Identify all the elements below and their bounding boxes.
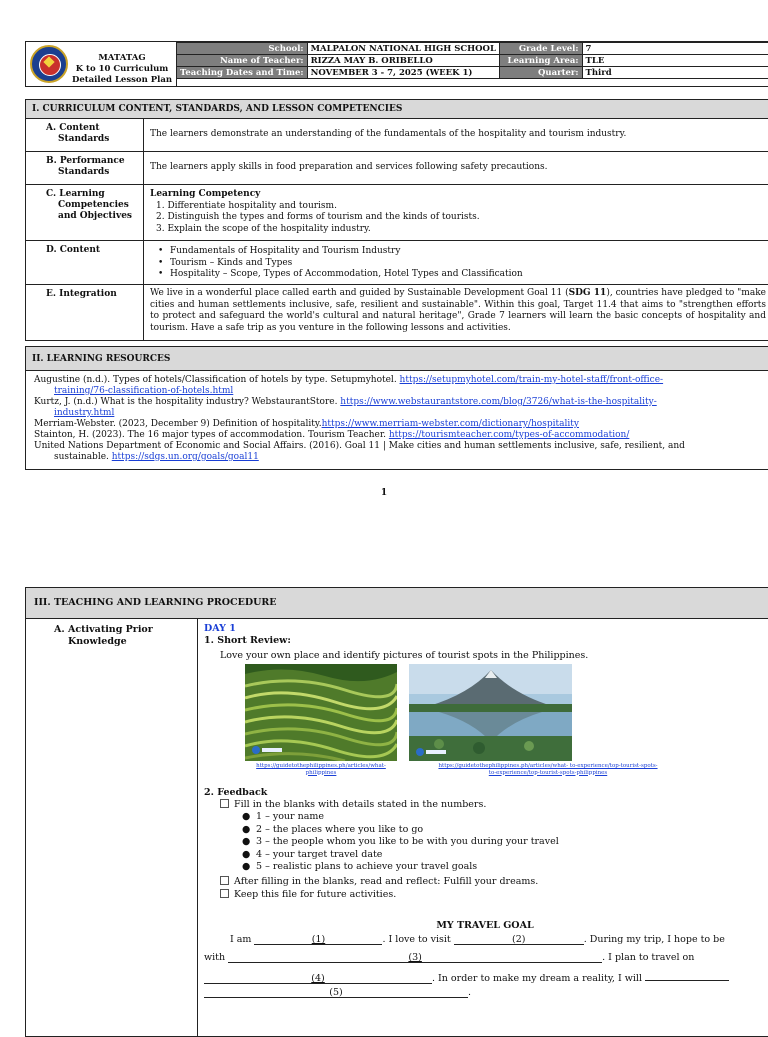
- blank-name[interactable]: (1): [254, 934, 382, 945]
- header-info-grid: [176, 42, 768, 79]
- mayon-volcano-image: [409, 664, 572, 761]
- teacher-label: Name of Teacher:: [177, 55, 308, 67]
- activating-knowledge-body: [198, 619, 768, 1036]
- competency-item: 2. Distinguish the types and forms of tourism and the kinds of tourists.: [156, 212, 480, 222]
- keep-file-text: Keep this file for future activities.: [220, 889, 396, 901]
- feedback-item: ● 3 – the people whom you like to be with you during your travel: [242, 836, 559, 847]
- reference-item-cont: sustainable. https://sdgs.un.org/goals/goal11: [54, 452, 259, 462]
- deped-seal-logo: [30, 45, 68, 83]
- curriculum-title: MATATAG K to 10 Curriculum Detailed Lesson Plan: [71, 53, 173, 85]
- curriculum-section: [25, 99, 768, 341]
- reference-item: Merriam-Webster. (2023, December 9) Definition of hospitality.https://www.merriam-webster.com/dictionary/hospitality: [34, 419, 579, 429]
- performance-standards-row: [26, 152, 768, 185]
- blank-date[interactable]: (4): [204, 973, 432, 984]
- content-label: D. Content: [26, 241, 144, 284]
- area-value: TLE: [582, 55, 768, 67]
- competencies-row: [26, 185, 768, 241]
- reference-item: United Nations Department of Economic and Social Affairs. (2016). Goal 11 | Make cities and human settlements inclusive, safe, resilient, and: [34, 441, 685, 451]
- travel-goal-line1: I am (1) . I love to visit (2) . During my trip, I hope to be: [230, 934, 725, 945]
- grade-label: Grade Level:: [499, 43, 582, 55]
- integration-label: E. Integration: [26, 285, 144, 340]
- integration-row: [26, 285, 768, 340]
- content-row: [26, 241, 768, 285]
- blank-places[interactable]: (2): [454, 934, 584, 945]
- page-number: 1: [380, 488, 388, 498]
- short-review-text: Love your own place and identify pictures of tourist spots in the Philippines.: [220, 650, 589, 661]
- integration-text: We live in a wonderful place called earth and guided by Sustainable Development Goal 11 (SDG 11), countries have pledged to "make cities and human settlements inclusive, safe, resilient and sustainable". Within this goal, Target 11.4 that aims to "strengthen efforts to protect and safeguard the world's cultural and natural heritage", Grade 7 learners will learn the basic concepts of hospitality and tourism. Have a safe trip as you venture in the following lessons and activities.: [150, 288, 766, 333]
- competency-item: 3. Explain the scope of the hospitality industry.: [156, 223, 371, 234]
- mayon-volcano-photo: [409, 664, 572, 761]
- reference-link[interactable]: training/76-classification-of-hotels.html: [54, 386, 234, 396]
- after-filling-text: After filling in the blanks, read and reflect: Fulfill your dreams.: [220, 876, 538, 888]
- content-body: [144, 241, 768, 284]
- feedback-item: ● 4 – your target travel date: [242, 848, 383, 860]
- teacher-value: RIZZA MAY B. ORIBELLO: [307, 55, 499, 67]
- feedback-intro: Fill in the blanks with details stated in the numbers.: [220, 799, 486, 811]
- competencies-body: [144, 185, 768, 240]
- competency-heading: Learning Competency: [150, 189, 261, 199]
- procedure-section: [25, 587, 768, 1037]
- section3-title: III. TEACHING AND LEARNING PROCEDURE: [26, 588, 768, 619]
- feedback-item: ● 5 – realistic plans to achieve your travel goals: [242, 861, 478, 872]
- blank-people[interactable]: (3): [228, 952, 602, 963]
- content-item: • Fundamentals of Hospitality and Tourism Industry: [150, 246, 766, 258]
- header-logo-cell: [26, 42, 177, 86]
- feedback-list: [242, 811, 559, 874]
- performance-standards-label: B. Performance Standards: [26, 152, 144, 184]
- reference-item: Augustine (n.d.). Types of hotels/Classification of hotels by type. Setupmyhotel. https://setupmyhotel.com/train-my-hotel-staff/front-office-: [34, 375, 664, 385]
- reference-item-cont: [34, 408, 764, 419]
- reference-item: Kurtz, J. (n.d.) What is the hospitality industry? WebstaurantStore. https://www.webstaurantstore.com/blog/3726/what-is-the-hospitality-: [34, 397, 657, 407]
- travel-goal-line3: (4) . In order to make my dream a reality, I will: [204, 970, 729, 985]
- reference-link[interactable]: industry.html: [54, 408, 115, 418]
- photo1-caption[interactable]: https://guidetothephilippines.ph/articles/what- philippines: [256, 763, 386, 776]
- school-label: School:: [177, 43, 308, 55]
- reference-link[interactable]: https://sdgs.un.org/goals/goal11: [111, 452, 259, 462]
- competencies-label: C. Learning Competencies and Objectives: [26, 185, 144, 240]
- quarter-value: Third: [582, 67, 768, 79]
- travel-goal-line4: (5) .: [204, 987, 471, 999]
- dates-label: Teaching Dates and Time:: [177, 67, 308, 79]
- reference-link[interactable]: https://tourismteacher.com/types-of-accommodation/: [388, 430, 630, 440]
- section2-title: II. LEARNING RESOURCES: [26, 347, 768, 371]
- area-label: Learning Area:: [499, 55, 582, 67]
- travel-goal-title: MY TRAVEL GOAL: [436, 920, 534, 931]
- performance-standards-text: The learners apply skills in food preparation and services following safety precautions.: [150, 162, 548, 172]
- reference-link[interactable]: https://www.webstaurantstore.com/blog/3726/what-is-the-hospitality-: [340, 397, 657, 407]
- short-review-title: 1. Short Review:: [204, 635, 291, 646]
- grade-value: 7: [582, 43, 768, 55]
- feedback-item: ● 1 – your name: [242, 811, 325, 822]
- school-value: MALPALON NATIONAL HIGH SCHOOL: [307, 43, 499, 55]
- feedback-title: 2. Feedback: [204, 787, 268, 798]
- day-label: DAY 1: [204, 623, 236, 634]
- activating-knowledge-label: A. Activating Prior Knowledge: [26, 619, 198, 1036]
- resources-section: [25, 346, 768, 470]
- rice-terraces-photo: [245, 664, 397, 761]
- travel-goal-line2: with (3) . I plan to travel on: [204, 952, 695, 963]
- dates-value: NOVEMBER 3 - 7, 2025 (WEEK 1): [307, 67, 499, 79]
- resources-list: [26, 371, 768, 467]
- content-item: • Tourism – Kinds and Types: [150, 258, 766, 270]
- reference-link[interactable]: https://www.merriam-webster.com/dictionary/hospitality: [321, 419, 579, 429]
- reference-item-cont: [34, 386, 764, 397]
- section1-title: I. CURRICULUM CONTENT, STANDARDS, AND LESSON COMPETENCIES: [26, 100, 768, 119]
- quarter-label: Quarter:: [499, 67, 582, 79]
- header-table: [25, 41, 768, 87]
- blank-plans-start[interactable]: [645, 970, 729, 981]
- competency-item: 1. Differentiate hospitality and tourism.: [156, 200, 337, 211]
- photo2-caption[interactable]: https://guidetothephilippines.ph/articles/what- to-experience/top-tourist-spots- to-experience/top-tourist-spots-philippines: [438, 763, 658, 776]
- content-standards-row: [26, 119, 768, 152]
- rice-terraces-image: [245, 664, 397, 761]
- reference-link[interactable]: https://setupmyhotel.com/train-my-hotel-staff/front-office-: [399, 375, 664, 385]
- checkbox-icon: [220, 889, 229, 898]
- checkbox-icon: [220, 876, 229, 885]
- blank-plans[interactable]: (5): [204, 987, 468, 998]
- feedback-item: ● 2 – the places where you like to go: [242, 823, 424, 835]
- content-standards-label: A. Content Standards: [26, 119, 144, 151]
- content-standards-text: The learners demonstrate an understanding of the fundamentals of the hospitality and tourism industry.: [150, 129, 627, 139]
- content-item: • Hospitality – Scope, Types of Accommodation, Hotel Types and Classification: [150, 269, 766, 281]
- checkbox-icon: [220, 799, 229, 808]
- reference-item: Stainton, H. (2023). The 16 major types of accommodation. Tourism Teacher. https://tourismteacher.com/types-of-accommodation/: [34, 430, 630, 440]
